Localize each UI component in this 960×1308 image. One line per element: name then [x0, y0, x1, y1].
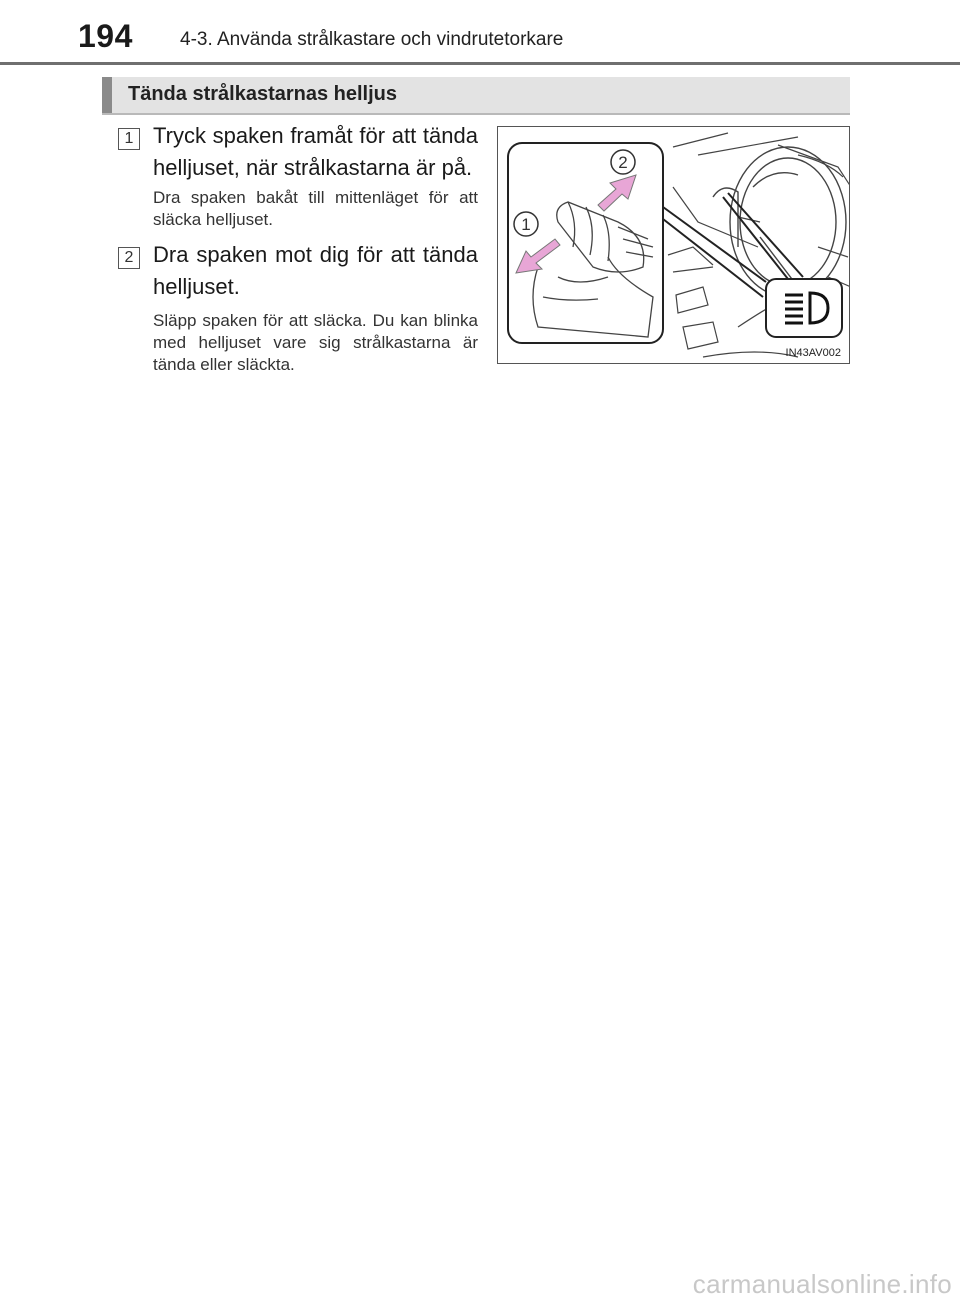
footer-watermark: carmanualsonline.info — [692, 1269, 952, 1299]
callout-2-label: 2 — [618, 153, 628, 172]
lever-drawing — [498, 127, 850, 364]
section-heading-bar — [102, 77, 112, 113]
step-2-note: Släpp spaken för att släcka. Du kan blinka med helljuset vare sig strålkastarna är tända eller släckta. — [153, 311, 478, 374]
callout-1-label: 1 — [521, 215, 531, 234]
step-2-text: Dra spaken mot dig för att tända helljuset. — [153, 242, 478, 299]
step-1-badge: 1 — [118, 128, 140, 150]
section-heading-label: Tända strålkastarnas helljus — [128, 83, 398, 105]
step-2-badge: 2 — [118, 247, 140, 269]
page-number: 194 — [78, 18, 133, 54]
step-1-note: Dra spaken bakåt till mittenläget för att släcka helljuset. — [153, 188, 478, 229]
step-1-text: Tryck spaken framåt för att tända helljuset, när strålkastarna är på. — [153, 123, 478, 180]
figure-code: IN43AV002 — [785, 347, 841, 359]
lever-illustration — [497, 126, 850, 364]
icon-panel — [766, 279, 842, 337]
chapter-title: 4-3. Använda strålkastare och vindrutetorkare — [180, 29, 564, 50]
header-divider — [0, 62, 960, 65]
section-heading — [102, 77, 850, 115]
